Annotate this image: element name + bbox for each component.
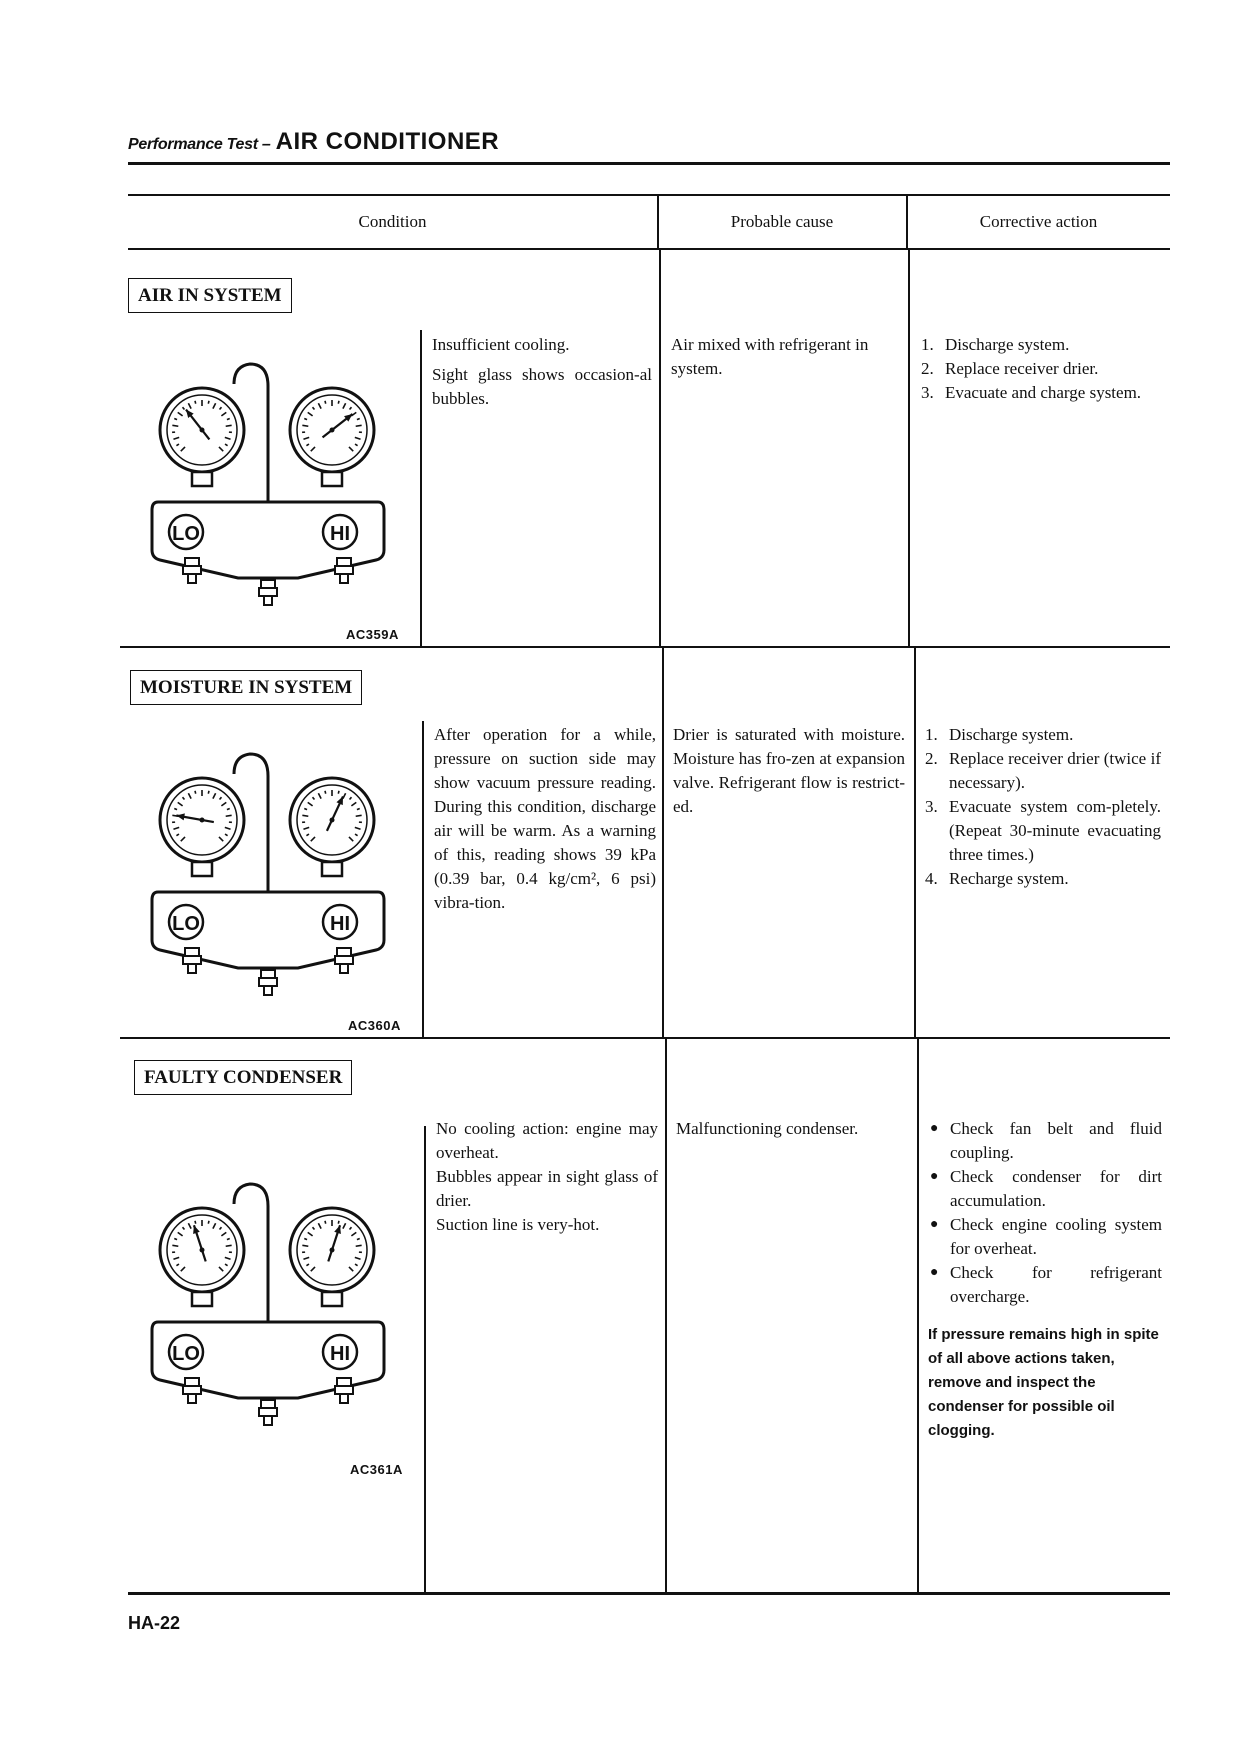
gauge-tick [357,809,360,810]
gauge-pivot [330,818,335,823]
row2-divider-c [914,647,916,1037]
gauge-tick [304,419,307,420]
gauge-tick [227,419,230,420]
gauge-tick [325,401,326,404]
action-text: Discharge system. [949,725,1074,744]
knob-label: HI [330,913,350,935]
gauge-tick [304,809,307,810]
action-text: Check for refrigerant overcharge. [950,1263,1162,1306]
action-item [928,1117,1162,1165]
action-item [925,723,1161,747]
high-valve-knob-icon [323,515,357,549]
fitting-tip [188,1394,196,1403]
gauge-pivot [330,428,335,433]
fitting-hex [183,566,201,574]
low-pressure-gauge-icon [160,388,244,486]
gauge-tick [208,401,209,404]
fitting-tip [264,986,272,995]
action-number: 1. [925,725,938,744]
gauge-tick [325,791,326,794]
hose-fitting-icon [335,948,353,973]
row1-divider-c [908,248,910,646]
bullet-icon: ● [930,1217,939,1232]
low-pressure-gauge-icon [160,1208,244,1306]
action-item [925,795,1161,867]
action-text: Check fan belt and fluid coupling. [950,1119,1162,1162]
hose-fitting-icon [183,558,201,583]
action-text: Evacuate and charge system. [945,383,1142,402]
action-number: 2. [925,749,938,768]
gauge-tick [174,809,177,810]
symptom-text: Insufficient cooling. [432,335,570,354]
low-valve-knob-icon [169,905,203,939]
fitting-tip [340,1394,348,1403]
hose-fitting-icon [259,1400,277,1425]
symptom-text: Suction line is very-hot. [436,1215,600,1234]
fitting-hex [183,956,201,964]
fitting-nut [261,580,275,588]
section-label: Performance Test – [128,136,271,153]
gauge-stem [192,472,212,486]
gauge-tick [356,425,362,426]
row3-divider-a [424,1126,426,1592]
fitting-hex [259,978,277,986]
action-item [921,357,1161,381]
action-number: 4. [925,869,938,888]
bullet-icon: ● [930,1169,939,1184]
gauge-tick [226,1245,232,1246]
gauge-tick [338,791,339,794]
fitting-hex [335,566,353,574]
knob-label: LO [172,523,200,545]
high-valve-knob-icon [323,1335,357,1369]
gauge-tick [357,419,360,420]
gauge-tick [195,1221,196,1224]
cause-cell: Air mixed with refrigerant in system. [671,335,869,378]
high-pressure-gauge-icon [290,1208,374,1306]
action-item [921,333,1161,357]
gauge-tick [208,791,209,794]
action-text: Discharge system. [945,335,1070,354]
action-item [928,1261,1162,1309]
fitting-tip [188,574,196,583]
fitting-tip [340,964,348,973]
action-text: Evacuate system com-pletely. (Repeat 30-minute evacuating three times.) [949,797,1161,864]
page-header [128,128,1170,165]
gauge-tick [172,1245,178,1246]
low-valve-knob-icon [169,515,203,549]
symptom-cell [434,723,656,915]
gauge-tick [227,809,230,810]
fitting-tip [264,1416,272,1425]
gauge-stem [322,472,342,486]
action-text: Recharge system. [949,869,1069,888]
gauge-tick [338,1221,339,1224]
action-item [925,867,1161,891]
action-text: Check engine cooling system for overheat. [950,1215,1162,1258]
fitting-nut [261,970,275,978]
row3-divider-c [917,1038,919,1592]
row2-divider-b [662,647,664,1037]
fitting-nut [185,558,199,566]
manifold-gauge-figure [148,344,388,614]
low-valve-knob-icon [169,1335,203,1369]
action-number: 3. [921,383,934,402]
action-item [928,1165,1162,1213]
gauge-tick [226,425,232,426]
page-number: HA-22 [128,1613,181,1633]
high-pressure-gauge-icon [290,778,374,876]
symptom-cell [436,1117,658,1237]
gauge-tick [338,401,339,404]
hose-fitting-icon [335,558,353,583]
cause-cell: Drier is saturated with moisture. Moisture has fro-zen at expansion valve. Refrigerant flow is restrict-ed. [673,725,905,816]
gauge-tick [174,419,177,420]
action-cell [921,333,1161,405]
knob-label: HI [330,523,350,545]
gauge-tick [195,401,196,404]
cause-cell: Malfunctioning condenser. [676,1119,859,1138]
hose-fitting-icon [259,970,277,995]
gauge-stem [192,862,212,876]
gauge-tick [172,425,178,426]
manifold-gauge-figure [148,734,388,1004]
hose-fitting-icon [259,580,277,605]
gauge-tick [302,425,308,426]
fitting-tip [264,596,272,605]
gauge-stem [322,862,342,876]
fitting-tip [188,964,196,973]
gauge-pivot [200,818,205,823]
fitting-nut [185,1378,199,1386]
figure-code: AC360A [348,1018,401,1033]
header-bottom-rule [128,248,1170,250]
knob-label: LO [172,913,200,935]
table-top-rule [128,194,1170,196]
hose-fitting-icon [183,948,201,973]
knob-label: HI [330,1343,350,1365]
fitting-hex [183,1386,201,1394]
gauge-tick [325,1221,326,1224]
bullet-icon: ● [930,1265,939,1280]
condition-label: AIR IN SYSTEM [128,278,292,313]
fitting-hex [335,1386,353,1394]
fitting-hex [259,588,277,596]
low-pressure-gauge-icon [160,778,244,876]
gauge-tick [302,1245,308,1246]
symptom-cell [432,333,652,417]
gauge-tick [304,1239,307,1240]
fitting-nut [185,948,199,956]
gauge-tick [174,1239,177,1240]
symptom-text: Sight glass shows occasion-al bubbles. [432,365,652,408]
high-valve-knob-icon [323,905,357,939]
gauge-pivot [330,1248,335,1253]
symptom-text: Bubbles appear in sight glass of drier. [436,1167,658,1210]
hose-fitting-icon [183,1378,201,1403]
fitting-hex [259,1408,277,1416]
figure-code: AC361A [350,1462,403,1477]
condenser-note: If pressure remains high in spite of all above actions taken, remove and inspect the condenser for possible oil clogging. [928,1326,1159,1439]
row1-divider-a [420,330,422,646]
action-text: Replace receiver drier (twice if necessary). [949,749,1161,792]
performance-table [128,194,1170,1598]
action-cell [925,723,1161,891]
col-probable-cause: Probable cause [730,212,834,231]
knob-label: LO [172,1343,200,1365]
gauge-tick [226,815,232,816]
symptom-text: After operation for a while, pressure on suction side may show vacuum pressure reading. During this condition, discharge air will be warm. As a warning of this, reading shows 39 kPa (0.39 bar, 0.4 kg/cm², 6 psi) vibra-tion. [434,725,656,912]
row3-divider-b [665,1038,667,1592]
condition-label: FAULTY CONDENSER [134,1060,352,1095]
row1-divider-b [659,248,661,646]
action-number: 3. [925,797,938,816]
col-corrective-action: Corrective action [979,212,1098,231]
action-number: 1. [921,335,934,354]
col-condition: Condition [358,212,427,231]
gauge-tick [227,1239,230,1240]
fitting-nut [337,1378,351,1386]
gauge-tick [356,815,362,816]
bullet-icon: ● [930,1121,939,1136]
fitting-nut [337,558,351,566]
fitting-nut [261,1400,275,1408]
gauge-tick [195,791,196,794]
action-cell [928,1117,1162,1443]
gauge-tick [357,1239,360,1240]
gauge-pivot [200,428,205,433]
action-item [921,381,1161,405]
table-bottom-rule [128,1592,1170,1595]
fitting-tip [340,574,348,583]
action-text: Replace receiver drier. [945,359,1099,378]
action-item [925,747,1161,795]
fitting-hex [335,956,353,964]
gauge-pivot [200,1248,205,1253]
fitting-nut [337,948,351,956]
gauge-stem [322,1292,342,1306]
condition-label: MOISTURE IN SYSTEM [130,670,362,705]
row-divider-2 [120,1037,1170,1039]
action-item [928,1213,1162,1261]
page-title: AIR CONDITIONER [275,128,500,155]
action-number: 2. [921,359,934,378]
gauge-tick [356,1245,362,1246]
action-text: Check condenser for dirt accumulation. [950,1167,1162,1210]
row-divider-1 [120,646,1170,648]
gauge-stem [192,1292,212,1306]
gauge-tick [302,815,308,816]
manifold-gauge-figure [148,1164,388,1434]
figure-code: AC359A [346,627,399,642]
symptom-text: No cooling action: engine may overheat. [436,1119,658,1162]
hose-fitting-icon [335,1378,353,1403]
row2-divider-a [422,721,424,1037]
gauge-tick [208,1221,209,1224]
high-pressure-gauge-icon [290,388,374,486]
